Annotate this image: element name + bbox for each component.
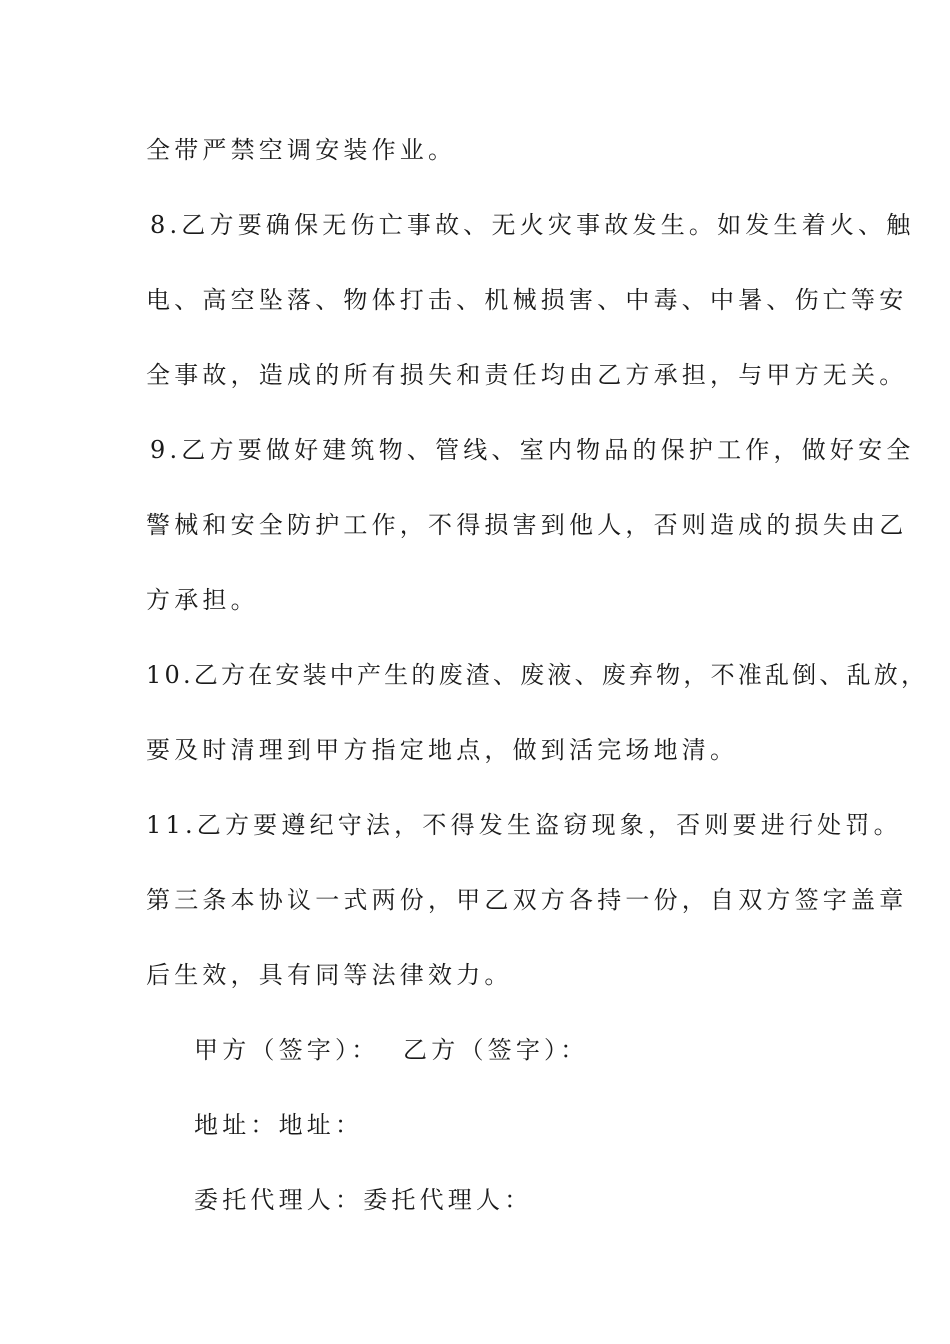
signature-address: 地址：地址：: [194, 1111, 364, 1139]
clause-10-line-2: 要及时清理到甲方指定地点，做到活完场地清。: [146, 736, 739, 764]
clause-8-line-1: 8.乙方要确保无伤亡事故、无火灾事故发生。如发生着火、触: [150, 211, 915, 239]
clause-9-line-3: 方承担。: [146, 586, 259, 614]
text-line: 全带严禁空调安装作业。: [146, 136, 457, 164]
clause-10-line-1: 10.乙方在安装中产生的废渣、废液、废弃物，不准乱倒、乱放，: [146, 661, 929, 689]
clause-9-line-2: 警械和安全防护工作，不得损害到他人，否则造成的损失由乙: [146, 511, 908, 539]
signature-parties: 甲方（签字）： 乙方（签字）：: [194, 1036, 589, 1064]
clause-8-line-2: 电、高空坠落、物体打击、机械损害、中毒、中暑、伤亡等安: [146, 286, 908, 314]
clause-11-line-1: 11.乙方要遵纪守法，不得发生盗窃现象，否则要进行处罚。: [146, 811, 902, 839]
article-3-line-2: 后生效，具有同等法律效力。: [146, 961, 513, 989]
signature-agent: 委托代理人：委托代理人：: [194, 1186, 533, 1214]
clause-9-line-1: 9.乙方要做好建筑物、管线、室内物品的保护工作，做好安全: [150, 436, 915, 464]
clause-8-line-3: 全事故，造成的所有损失和责任均由乙方承担，与甲方无关。: [146, 361, 908, 389]
article-3-line-1: 第三条本协议一式两份，甲乙双方各持一份，自双方签字盖章: [146, 886, 908, 914]
